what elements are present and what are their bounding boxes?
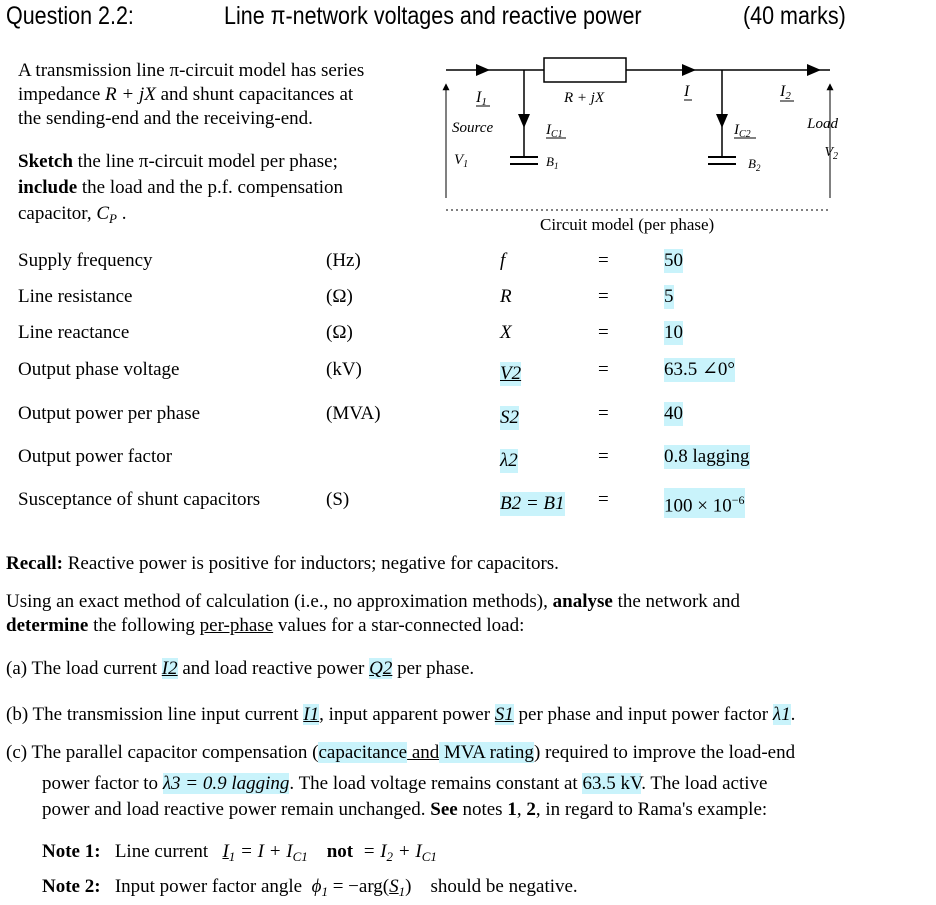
part-c-line-3: power and load reactive power remain unchanged. See notes 1, 2, in regard to Rama's example: <box>42 799 768 820</box>
label-i1: I1 <box>476 89 487 108</box>
param-label: Line resistance <box>18 286 133 307</box>
part-b: (b) The transmission line input current I1, input apparent power S1 per phase and input power factor λ1. <box>6 704 796 725</box>
part-c-line-2: power factor to λ3 = 0.9 lagging. The load voltage remains constant at 63.5 kV. The load active <box>42 773 768 794</box>
label-ic1: $I_{C1}$ <box>546 122 563 140</box>
param-value: 0.8 lagging <box>664 446 750 467</box>
param-unit: (kV) <box>326 359 362 380</box>
i-arrow-icon <box>682 64 696 76</box>
param-unit: (MVA) <box>326 403 381 424</box>
i2-arrow-icon <box>807 64 821 76</box>
param-equals: = <box>598 489 609 510</box>
param-symbol: X <box>500 322 512 343</box>
param-value: 40 <box>664 403 683 424</box>
param-value: 50 <box>664 250 683 271</box>
param-symbol: R <box>500 286 512 307</box>
param-value: 5 <box>664 286 674 307</box>
label-b2: $B_2$ <box>748 156 761 173</box>
using-line-2: determine the following per-phase values for a star-connected load: <box>6 615 525 636</box>
recall-line: Recall: Reactive power is positive for inductors; negative for capacitors. <box>6 553 559 574</box>
label-load: Load <box>807 116 838 132</box>
param-value: 63.5 ∠0° <box>664 359 736 380</box>
i1-arrow-icon <box>476 64 490 76</box>
label-b1: $B_1$ <box>546 154 559 171</box>
question-marks: (40 marks) <box>743 2 846 30</box>
ic1-arrow-icon <box>518 114 530 128</box>
param-label: Output power factor <box>18 446 173 467</box>
param-label: Output power per phase <box>18 403 201 424</box>
label-source: Source <box>452 120 494 136</box>
param-equals: = <box>598 359 609 380</box>
param-symbol: S2 <box>500 407 519 428</box>
param-unit: (Hz) <box>326 250 361 271</box>
param-equals: = <box>598 286 609 307</box>
intro-line-3: the sending-end and the receiving-end. <box>18 108 313 129</box>
using-line-1: Using an exact method of calculation (i.e., no approximation methods), analyse the network and <box>6 591 740 612</box>
label-i2: I2 <box>780 83 791 102</box>
param-value: $100 \times 10^{-6}$ <box>664 488 745 518</box>
label-i: I <box>684 83 690 100</box>
param-value: 10 <box>664 322 683 343</box>
param-symbol: V2 <box>500 363 522 384</box>
param-label: Line reactance <box>18 322 130 343</box>
note-1: Note 1: Line current $I_1 = I + I_{C1}$ not = $I_2 + I_{C1}$ <box>42 841 437 864</box>
param-symbol: f <box>500 250 506 271</box>
intro-line-1: A transmission line π-circuit model has series <box>18 60 365 81</box>
circuit-caption: Circuit model (per phase) <box>540 215 715 234</box>
question-number: Question 2.2: <box>6 2 134 30</box>
include-line: include the load and the p.f. compensation <box>18 177 344 198</box>
label-rjx: R + jX <box>564 90 605 106</box>
label-ic2: $I_{C2}$ <box>734 122 751 140</box>
param-label: Output phase voltage <box>18 359 180 380</box>
impedance-expression: R + jX <box>105 84 156 105</box>
param-equals: = <box>598 446 609 467</box>
part-a: (a) The load current I2 and load reactive power Q2 per phase. <box>6 658 475 679</box>
note-2: Note 2: Input power factor angle $\phi_1 = -arg(S_1)$ should be negative. <box>42 876 578 899</box>
param-label: Supply frequency <box>18 250 153 271</box>
param-symbol: λ2 <box>500 450 518 471</box>
param-unit: (Ω) <box>326 286 353 307</box>
label-v1: $V_1$ <box>454 152 469 170</box>
param-unit: (Ω) <box>326 322 353 343</box>
param-unit: (S) <box>326 489 350 510</box>
param-equals: = <box>598 322 609 343</box>
label-v2: $V_2$ <box>824 145 838 162</box>
param-equals: = <box>598 250 609 271</box>
question-title: Line π-network voltages and reactive power <box>224 2 642 30</box>
capacitor-line: capacitor, $C_P$ . <box>18 203 127 226</box>
param-equals: = <box>598 403 609 424</box>
series-impedance-box <box>544 58 626 82</box>
intro-line-2: impedance R + jX and shunt capacitances at <box>18 84 354 105</box>
ic2-arrow-icon <box>716 114 728 128</box>
param-label: Susceptance of shunt capacitors <box>18 489 261 510</box>
pi-circuit-diagram <box>420 44 836 240</box>
sketch-line: Sketch the line π-circuit model per phase; <box>18 151 338 172</box>
param-symbol: B2 = B1 <box>500 493 565 514</box>
part-c-line-1: (c) The parallel capacitor compensation (capacitance and MVA rating) required to improve the load-end <box>6 742 796 763</box>
